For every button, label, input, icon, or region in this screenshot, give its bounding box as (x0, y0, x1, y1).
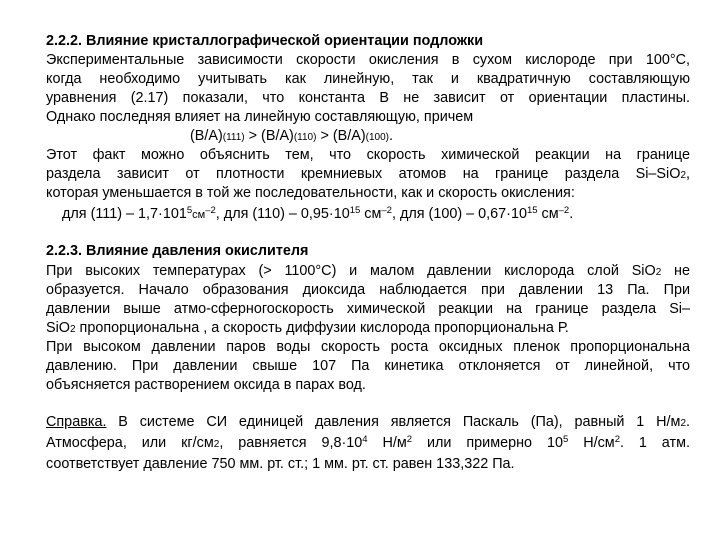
reference-note-line (46, 413, 690, 431)
line-text: . (569, 206, 574, 222)
formula-part: . (389, 128, 393, 144)
subscript: 2 (70, 324, 76, 335)
line-text: , для (110) – 0,95·10 (215, 206, 350, 222)
line-text: или примерно 10 (412, 435, 563, 451)
line-text: , равняется 9,8·10 (219, 435, 363, 451)
line-text: В системе СИ единицей давления является Паскаль (Па), равный 1 Н/м (106, 414, 681, 430)
paragraph-line: уравнения (2.17) показали, что константа В не зависит от ориентации пластины. (46, 90, 690, 106)
paragraph-line: Однако последняя влияет на линейную составляющую, причем (46, 109, 474, 125)
subscript: 2 (680, 418, 686, 429)
line-text: SiO (46, 320, 70, 336)
reference-note-line (46, 434, 690, 452)
formula-part: > (B/A) (316, 128, 366, 144)
reference-note-line: соответствует давление 750 мм. рт. ст.; 1 мм. рт. ст. равен 133,322 Па. (46, 456, 515, 472)
density-values-line (62, 205, 573, 223)
exponent: 15 (349, 205, 361, 216)
paragraph-line: давлению. При давлении свыше 107 Па кинетика отклоняется от линейной, что (46, 358, 690, 374)
paragraph-line: Этот факт можно объяснить тем, что скорость химической реакции на границе (46, 147, 690, 163)
line-text: раздела зависит от плотности кремниевых атомов на границе раздела Si–SiO (46, 166, 681, 182)
paragraph-line: которая уменьшается в той же последовательности, как и скорость окисления: (46, 185, 575, 201)
section-heading-2-2-2: 2.2.2. Влияние кристаллографической ориентации подложки (46, 33, 484, 49)
exponent: –2 (558, 205, 570, 216)
line-text: . (686, 414, 690, 430)
line-text: не (661, 263, 691, 279)
paragraph-line: объясняется растворением оксида в парах вод. (46, 377, 366, 393)
formula-subscript: (110) (293, 132, 317, 143)
paragraph-line: Экспериментальные зависимости скорости окисления в сухом кислороде при 100°С, (46, 52, 690, 68)
exponent: 15 (526, 205, 538, 216)
line-text: Атмосфера, или кг/см (46, 435, 214, 451)
line-text: При высоких температурах (> 1100°С) и малом давлении кислорода слой SiO (46, 263, 656, 279)
formula-part: (B/A) (190, 128, 223, 144)
exponent: 5 (562, 434, 569, 445)
paragraph-line: давлении выше атмо-сферногоскорость химической реакции на границе раздела Si– (46, 301, 690, 317)
line-text: , для (100) – 0,67·10 (391, 206, 527, 222)
line-text: Н/м (367, 435, 407, 451)
paragraph-line (46, 262, 690, 280)
subscript: 2 (213, 439, 220, 450)
exponent: 2 (406, 434, 413, 445)
exponent: –2 (205, 205, 216, 216)
line-text: . 1 атм. (619, 435, 690, 451)
paragraph-line: когда необходимо учитывать как линейную, так и квадратичную составляющую (46, 71, 690, 87)
formula-line (190, 127, 393, 145)
formula-part: > (B/A) (244, 128, 294, 144)
formula-subscript: (111) (222, 132, 245, 143)
reference-label: Справка. (46, 414, 107, 430)
exponent: –2 (381, 205, 392, 216)
section-heading-2-2-3: 2.2.3. Влияние давления окислителя (46, 243, 309, 259)
paragraph-line (46, 165, 690, 183)
line-text: см (537, 206, 559, 222)
subscript: 2 (655, 267, 662, 278)
line-text: , (686, 166, 690, 182)
exponent: 5 (186, 205, 193, 216)
paragraph-line (46, 319, 690, 337)
paragraph-line: При высоком давлении паров воды скорость роста оксидных пленок пропорциональна (46, 339, 690, 355)
paragraph-line: образуется. Начало образования диоксида наблюдается при давлении 13 Па. При (46, 282, 690, 298)
line-text: для (111) – 1,7·101 (62, 206, 187, 222)
line-text: см (192, 209, 206, 221)
line-text: пропорциональна , а скорость диффузии кислорода пропорциональна Р. (75, 320, 569, 336)
exponent: 4 (362, 434, 368, 445)
line-text: Н/см (568, 435, 615, 451)
formula-subscript: (100) (365, 132, 389, 143)
exponent: 2 (614, 434, 620, 445)
line-text: см (360, 206, 382, 222)
subscript: 2 (680, 170, 686, 181)
